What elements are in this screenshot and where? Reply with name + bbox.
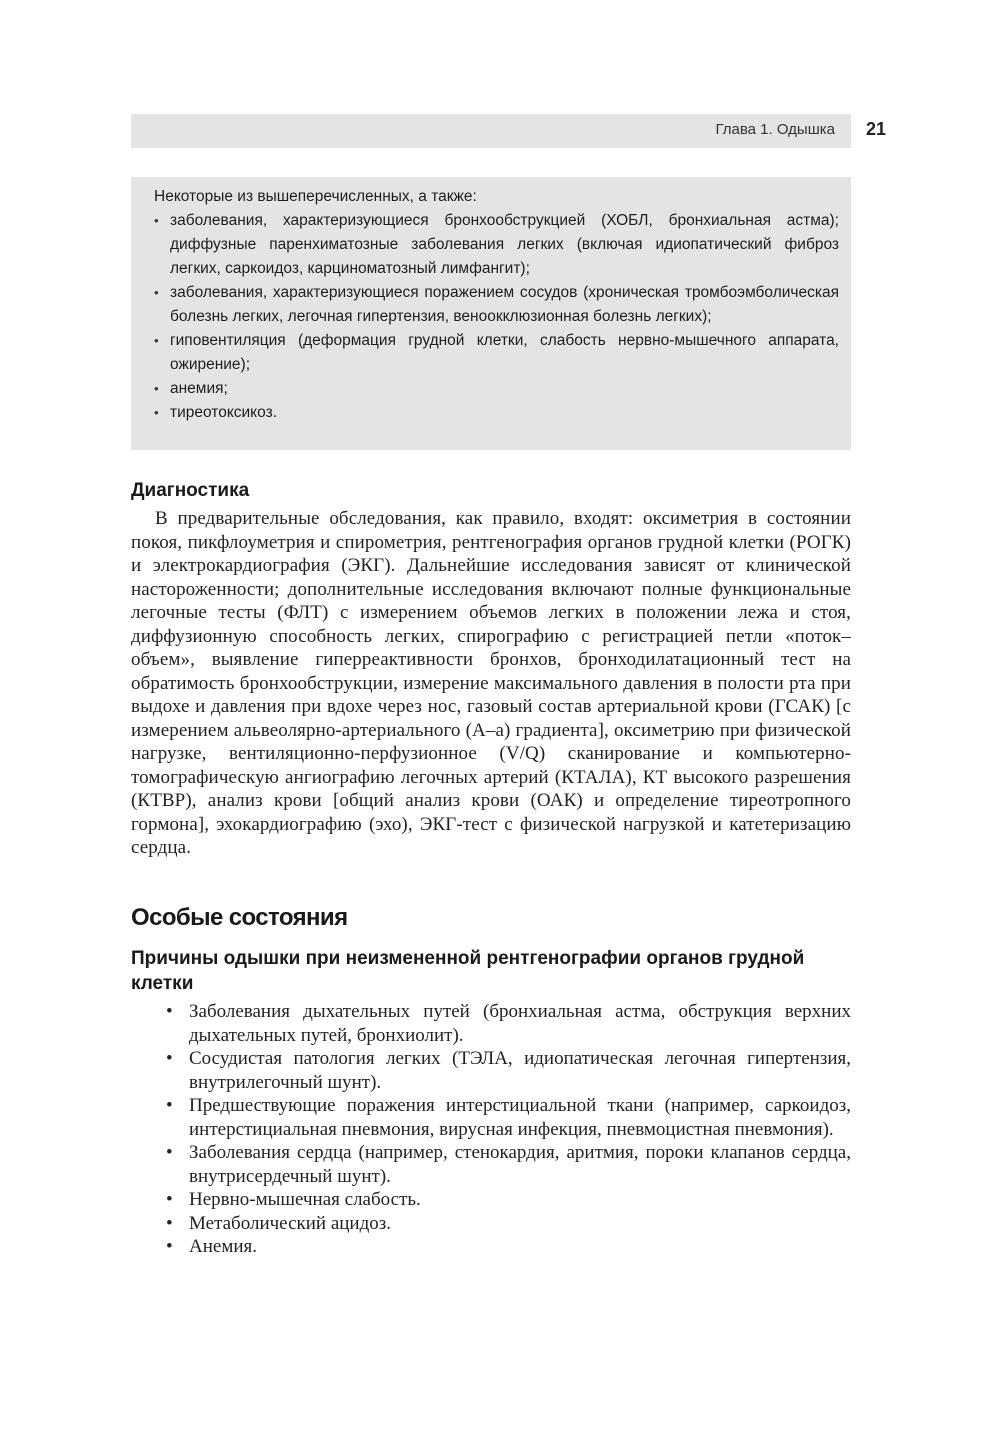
- chapter-title: Глава 1. Одышка: [715, 121, 835, 138]
- diagnostics-paragraph: В предварительные обследования, как правило, входят: оксиметрия в состоянии покоя, пикфлоуметрия и спирометрия, рентгенография органов грудной клетки (РОГК) и электрокардиография (ЭКГ). Дальнейшие исследования зависят от клинической настороженности; дополнительные исследования включают полные функциональные легочные тесты (ФЛТ) с измерением объемов легких в положении лежа и стоя, диффузионную способность легких, спирографию с регистрацией петли «поток–объем», выявление гиперреактивности бронхов, бронходилатационный тест на обратимость бронхообструкции, измерение максимального давления в полости рта при выдохе и давления при вдохе через нос, газовый состав артериальной крови (ГСАК) [с измерением альвеолярно-артериального (А–а) градиента], оксиметрию при физической нагрузке, вентиляционно-перфузионное (V/Q) сканирование и компьютерно-томографическую ангиографию легочных артерий (КТАЛА), КТ высокого разрешения (КТВР), анализ крови [общий анализ крови (ОАК) и определение тиреотропного гормона], эхокардиографию (эхо), ЭКГ-тест с физической нагрузкой и катетеризацию сердца.: [131, 508, 851, 858]
- list-item: • заболевания, характеризующиеся бронхообструкцией (ХОБЛ, бронхиальная астма); диффузные паренхиматозные заболевания легких (включая идиопатический фиброз легких, саркоидоз, карциноматозный лимфангит);: [154, 209, 839, 281]
- list-item: • гиповентиляция (деформация грудной клетки, слабость нервно-мышечного аппарата, ожирение);: [154, 329, 839, 377]
- box-list: [154, 209, 839, 425]
- list-item: • Метаболический ацидоз.: [166, 1212, 851, 1236]
- list-item: • Заболевания сердца (например, стенокардия, аритмия, пороки клапанов сердца, внутрисердечный шунт).: [166, 1141, 851, 1188]
- box-intro: Некоторые из вышеперечисленных, а также:: [154, 188, 477, 205]
- subsection-heading: Причины одышки при неизмененной рентгенографии органов грудной клетки: [131, 948, 805, 994]
- list-item: • анемия;: [154, 377, 839, 401]
- running-header: [131, 114, 851, 148]
- causes-list: [166, 1000, 851, 1259]
- section-heading: Особые состояния: [131, 904, 348, 931]
- list-item: • заболевания, характеризующиеся поражением сосудов (хроническая тромбоэмболическая болезнь легких, легочная гипертензия, веноокклюзионная болезнь легких);: [154, 281, 839, 329]
- list-item: • тиреотоксикоз.: [154, 401, 839, 425]
- summary-box: [131, 177, 851, 450]
- page-number: 21: [866, 119, 887, 139]
- diagnostics-heading: Диагностика: [131, 480, 250, 501]
- list-item: • Сосудистая патология легких (ТЭЛА, идиопатическая легочная гипертензия, внутрилегочный шунт).: [166, 1047, 851, 1094]
- list-item: • Заболевания дыхательных путей (бронхиальная астма, обструкция верхних дыхательных путей, бронхиолит).: [166, 1000, 851, 1047]
- list-item: • Предшествующие поражения интерстициальной ткани (например, саркоидоз, интерстициальная пневмония, вирусная инфекция, пневмоцистная пневмония).: [166, 1094, 851, 1141]
- list-item: • Анемия.: [166, 1235, 851, 1259]
- list-item: • Нервно-мышечная слабость.: [166, 1188, 851, 1212]
